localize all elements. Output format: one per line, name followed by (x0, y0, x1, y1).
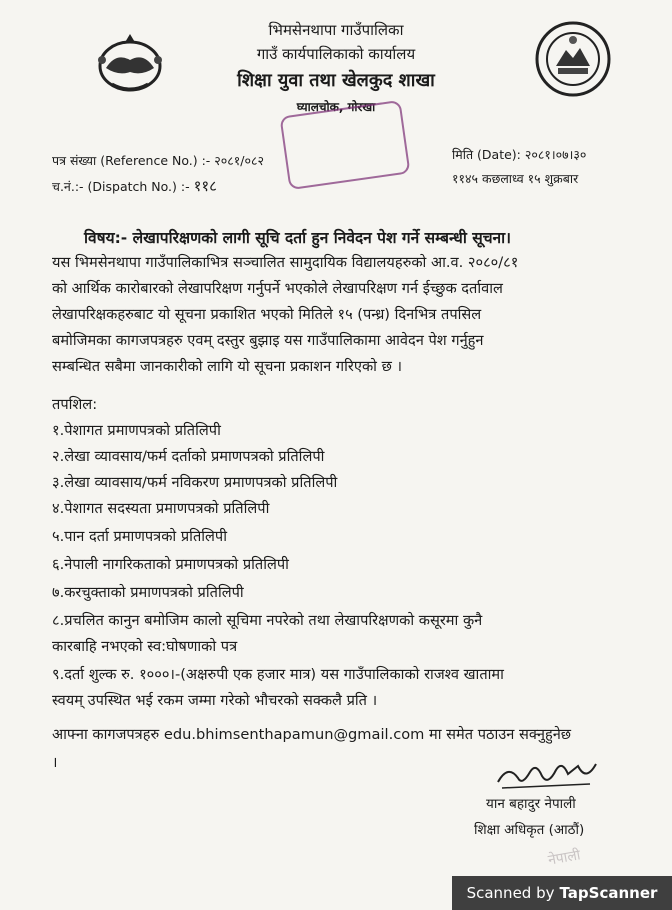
header-line-4: घ्यालचोक, गोरखा (296, 100, 376, 114)
date-value: २०८१।०७।३० (524, 147, 587, 162)
dispatch-value: ११८ (193, 177, 217, 195)
body-line: यस भिमसेनथापा गाउँपालिकाभित्र सञ्चालित सामुदायिक विद्यालयहरुको आ.व. २०८०/८१ (52, 254, 519, 271)
list-item: ७.करचुक्ताको प्रमाणपत्रको प्रतिलिपी (52, 584, 244, 601)
body-line: सम्बन्धित सबैमा जानकारीको लागि यो सूचना प्रकाशन गरिएको छ । (52, 358, 402, 375)
faded-stamp: नेपाली (546, 847, 582, 869)
list-item: १.पेशागत प्रमाणपत्रको प्रतिलिपी (52, 422, 221, 439)
tapsil-label: तपशिल: (52, 396, 98, 413)
body-line: लेखापरिक्षकहरुबाट यो सूचना प्रकाशित भएको मितिले १५ (पन्ध्र) दिनभित्र तपसिल (52, 306, 482, 323)
list-item: ९.दर्ता शुल्क रु. १०००।-(अक्षरुपी एक हजार मात्र) यस गाउँपालिकाको राजश्व खातामा (52, 666, 504, 683)
list-item: स्वयम् उपस्थित भई रकम जम्मा गरेको भौचरको सक्कलै प्रति । (52, 692, 378, 709)
list-item: ४.पेशागत सदस्यता प्रमाणपत्रको प्रतिलिपी (52, 500, 270, 517)
body-paragraph (52, 250, 620, 380)
signatory-title: शिक्षा अधिकृत (आठौं) (474, 822, 585, 838)
list-item: । (52, 754, 58, 771)
watermark-prefix: Scanned by (466, 884, 555, 902)
reference-label: पत्र संख्या (Reference No.) :- (52, 153, 215, 168)
reference-value: २०८१/०८२ (214, 153, 265, 168)
watermark-brand: TapScanner (559, 884, 658, 902)
list-item: ८.प्रचलित कानुन बमोजिम कालो सूचिमा नपरेको तथा लेखापरिक्षणको कसूरमा कुनै (52, 612, 483, 629)
dispatch-number (52, 176, 217, 196)
list-item: २.लेखा व्यावसाय/फर्म दर्ताको प्रमाणपत्रको प्रतिलिपी (52, 448, 325, 465)
body-line: को आर्थिक कारोबारको लेखापरिक्षण गर्नुपर्ने भएकोले लेखापरिक्षण गर्न ईच्छुक दर्तावाल (52, 280, 503, 297)
office-stamp (279, 100, 410, 190)
dispatch-label: च.नं.:- (Dispatch No.) :- (52, 179, 194, 194)
list-item: ३.लेखा व्यावसाय/फर्म नविकरण प्रमाणपत्रको प्रतिलिपी (52, 474, 338, 491)
signatory-name: यान बहादुर नेपाली (486, 796, 576, 812)
list-item: आफ्ना कागजपत्रहरु edu.bhimsenthapamun@gmail.com मा समेत पठाउन सक्नुहुनेछ (52, 726, 572, 743)
body-line: बमोजिमका कागजपत्रहरु एवम् दस्तुर बुझाइ यस गाउँपालिकामा आवेदन पेश गर्नुहुन (52, 332, 484, 349)
header-line-1: भिमसेनथापा गाउँपालिका (268, 21, 404, 39)
header-line-2: गाउँ कार्यपालिकाको कार्यालय (256, 45, 416, 63)
date (452, 146, 586, 163)
subject-line: विषय:- लेखापरिक्षणको लागी सूचि दर्ता हुन निवेदन पेश गर्ने सम्बन्धी सूचना। (84, 229, 512, 247)
signature-icon (492, 752, 602, 794)
reference-number (52, 152, 264, 169)
vs-date-value: ११४५ कछलाध्व १५ शुक्रबार (452, 171, 579, 186)
scanner-watermark (452, 876, 672, 910)
list-item: ६.नेपाली नागरिकताको प्रमाणपत्रको प्रतिलिपी (52, 556, 289, 573)
vs-date (452, 170, 578, 187)
list-item: कारबाहि नभएको स्व:घोषणाको पत्र (52, 638, 238, 655)
list-item: ५.पान दर्ता प्रमाणपत्रको प्रतिलिपी (52, 528, 228, 545)
date-label: मिति (Date): (452, 147, 525, 162)
header-line-3: शिक्षा युवा तथा खेलकुद शाखा (237, 70, 435, 91)
